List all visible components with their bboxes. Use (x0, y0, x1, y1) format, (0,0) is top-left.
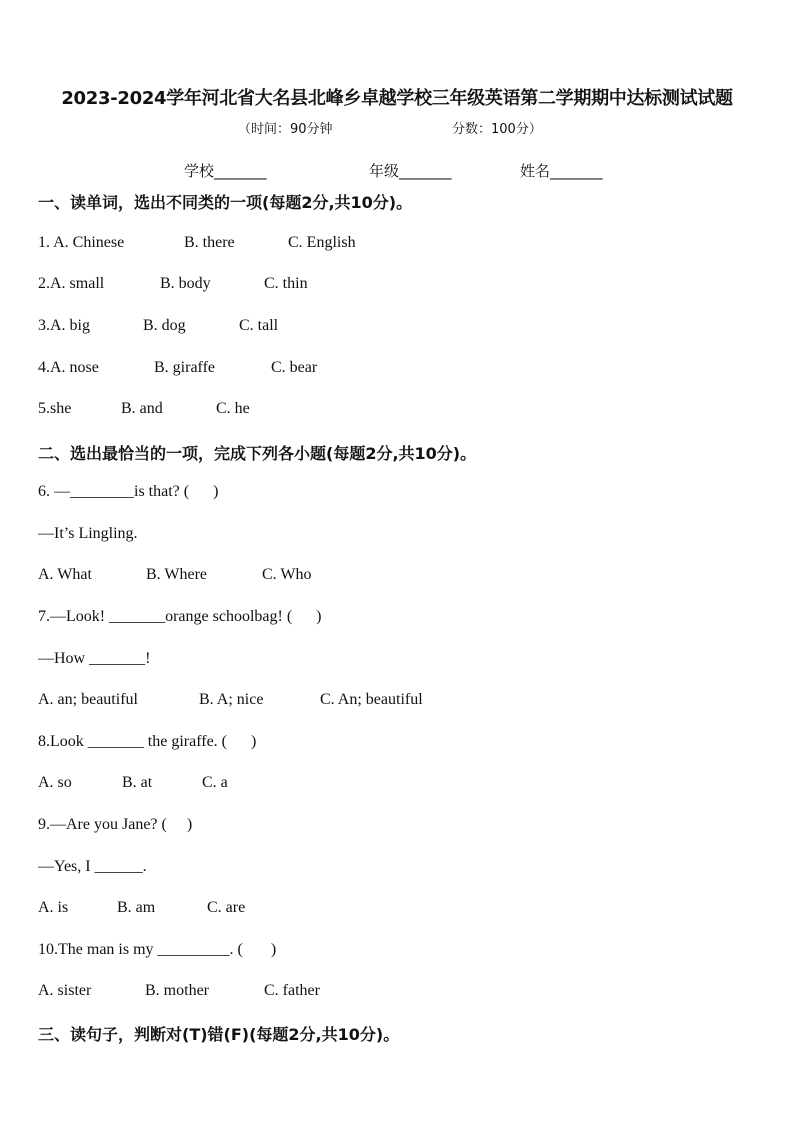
q7-answer-line: —How _______! (38, 650, 151, 667)
q7-option-b: B. A; nice (199, 691, 264, 708)
q7-option-c: C. An; beautiful (320, 691, 423, 708)
q6-option-a: A. What (38, 566, 92, 583)
q10-stem: 10.The man is my _________. ( ) (38, 941, 277, 958)
exam-score: 分数：100分） (452, 122, 542, 137)
q9-answer-line: —Yes, I ______. (38, 858, 147, 875)
q2-option-a: 2.A. small (38, 275, 105, 292)
q2-option-b: B. body (160, 275, 211, 292)
q7-option-a: A. an; beautiful (38, 691, 138, 708)
name-field: 姓名_______ (520, 162, 603, 180)
exam-time: （时间：90分钟 (238, 122, 333, 137)
q6-answer-line: —It’s Lingling. (38, 525, 138, 542)
q2-option-c: C. thin (264, 275, 308, 292)
q1-option-a: 1. A. Chinese (38, 234, 125, 251)
section-1-heading: 一、读单词，选出不同类的一项(每题2分,共10分)。 (38, 193, 413, 212)
q1-option-c: C. English (288, 234, 356, 251)
q3-option-a: 3.A. big (38, 317, 90, 334)
q8-option-c: C. a (202, 774, 228, 791)
q6-stem: 6. —________is that? ( ) (38, 483, 219, 500)
q4-option-c: C. bear (271, 359, 318, 376)
q4-option-a: 4.A. nose (38, 359, 99, 376)
q10-option-a: A. sister (38, 982, 92, 999)
q10-option-b: B. mother (145, 982, 209, 999)
q3-option-b: B. dog (143, 317, 186, 334)
q8-option-a: A. so (38, 774, 72, 791)
q5-option-a: 5.she (38, 400, 72, 417)
page-title: 2023-2024学年河北省大名县北峰乡卓越学校三年级英语第二学期期中达标测试试题 (61, 88, 733, 109)
q9-option-c: C. are (207, 899, 246, 916)
q9-option-a: A. is (38, 899, 69, 916)
q6-option-c: C. Who (262, 566, 312, 583)
q5-option-b: B. and (121, 400, 163, 417)
q3-option-c: C. tall (239, 317, 279, 334)
q8-option-b: B. at (122, 774, 153, 791)
grade-field: 年级_______ (369, 162, 452, 180)
section-3-heading: 三、读句子，判断对(T)错(F)(每题2分,共10分)。 (38, 1025, 400, 1044)
q9-option-b: B. am (117, 899, 156, 916)
q8-stem: 8.Look _______ the giraffe. ( ) (38, 733, 257, 750)
q9-stem: 9.—Are you Jane? ( ) (38, 816, 193, 833)
q7-stem: 7.—Look! _______orange schoolbag! ( ) (38, 608, 322, 625)
section-2-heading: 二、选出最恰当的一项，完成下列各小题(每题2分,共10分)。 (38, 444, 477, 463)
q10-option-c: C. father (264, 982, 320, 999)
q6-option-b: B. Where (146, 566, 208, 583)
q1-option-b: B. there (184, 234, 235, 251)
q4-option-b: B. giraffe (154, 359, 216, 376)
q5-option-c: C. he (216, 400, 250, 417)
school-field: 学校_______ (184, 162, 267, 180)
